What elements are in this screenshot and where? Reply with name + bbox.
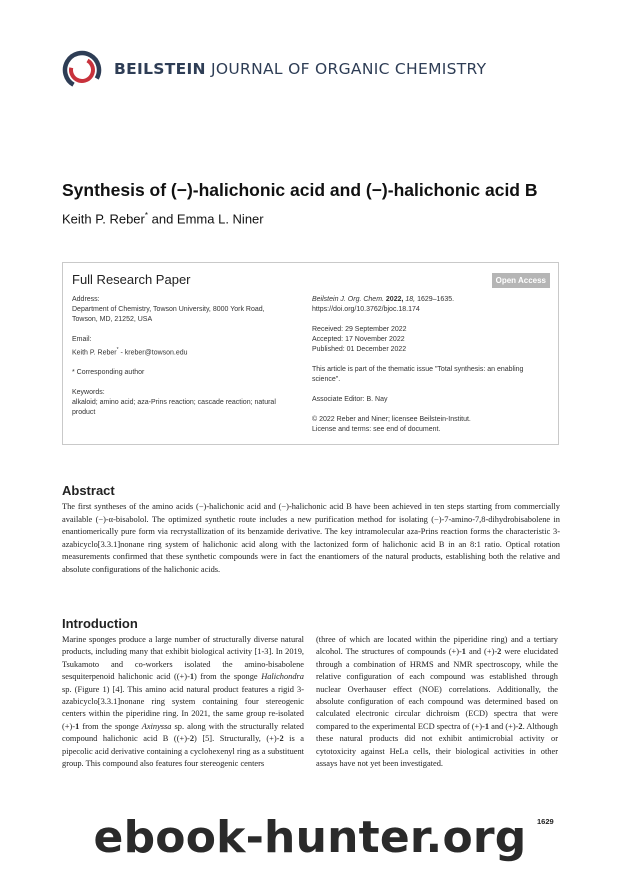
address-line1: Department of Chemistry, Towson University, 8000 York Road, — [72, 306, 265, 313]
keywords-label: Keywords: — [72, 389, 105, 397]
watermark: ebook-hunter.org — [93, 812, 527, 863]
journal-name-bold: BEILSTEIN — [114, 60, 206, 78]
email-name: Keith P. Reber — [72, 349, 117, 357]
paper-type: Full Research Paper — [72, 272, 191, 287]
introduction-left-column: Marine sponges produce a large number of structurally diverse natural products, including many that exhibit biological activity [1-3]. In 2019, Tsukamoto and co-workers isolated the amino-bisabolene sesquiterpenoid halichonic acid ((+)-1) from the sponge Halichondra sp. (Figure 1) [4]. This amino acid natural product features a rigid 3-azabicyclo[3.3.1]nonane ring system containing four stereogenic centers within the piperidine ring. In 2021, the same group re-isolated (+)-1 from the sponge Axinyssa sp. along with the structurally related compound halichonic acid B ((+)-2) [5]. Structurally, (+)-2 is a pipecolic acid derivative containing a cyclohexenyl ring as a substituent group. This compound also features four stereogenic centers — [62, 635, 305, 769]
author-niner: and Emma L. Niner — [148, 211, 264, 227]
abstract-text: The first syntheses of the amino acids (−)-halichonic acid and (−)-halichonic acid B have been achieved in ten steps starting from commercially available (−)-α-bisabolol. The optimized synthetic route includes a new purification method for isolating (−)-7-amino-7,8-dihydrobisabolene in enantiomerically pure form via recrystallization of its benzamide derivative. The key intramolecular aza-Prins reaction forms the characteristic 3-azabicyclo[3.3.1]nonane ring system of halichonic acid along with the lactonized form of halichonic acid B in an 8:1 ratio. Optical rotation measurements confirmed that these synthetic compounds were in fact the enantiomers of the natural products, establishing both the relative and absolute configurations of the halichonic acids. — [62, 502, 560, 574]
corresponding-note: * Corresponding author — [72, 369, 145, 377]
doi-link[interactable]: https://doi.org/10.3762/bjoc.18.174 — [312, 306, 420, 313]
introduction-heading: Introduction — [62, 616, 138, 631]
received-date: Received: 29 September 2022 — [312, 326, 407, 333]
email-link[interactable]: - kreber@towson.edu — [118, 349, 188, 357]
corresponding-mark: * — [144, 211, 148, 220]
journal-header — [62, 50, 487, 92]
associate-editor: Associate Editor: B. Nay — [312, 396, 388, 403]
keywords: alkaloid; amino acid; aza-Prins reaction; cascade reaction; natural product — [72, 399, 276, 417]
citation-journal: Beilstein J. Org. Chem. — [312, 296, 384, 303]
citation-year: 2022, — [383, 296, 404, 303]
article-title: Synthesis of (−)-halichonic acid and (−)-halichonic acid B — [62, 180, 538, 200]
journal-name-rest: JOURNAL OF ORGANIC CHEMISTRY — [205, 60, 487, 78]
abstract-heading: Abstract — [62, 483, 115, 498]
citation-pages: 1629–1635. — [415, 296, 455, 303]
article-info-box — [62, 262, 559, 445]
article-authors — [62, 211, 264, 226]
page-number: 1629 — [537, 817, 554, 826]
introduction-right-column: (three of which are located within the piperidine ring) and a tertiary alcohol. The structures of compounds (+)-1 and (+)-2 were elucidated through a combination of HRMS and NMR spectroscopy, while the relative configuration of each compound was established through nuclear Overhauser effect (NOE) correlations. Additionally, the absolute configuration of each compound was determined based on calculated electronic circular dichroism (ECD) spectra that were compared to the experimental ECD spectra of (+)-1 and (+)-2. Although these natural products did not exhibit antimicrobial activity or cytotoxicity against HeLa cells, their biological activities in other assays have not yet been investigated. — [316, 635, 559, 769]
citation-volume: 18, — [403, 296, 416, 303]
email-label: Email: — [72, 336, 92, 343]
journal-name — [114, 60, 486, 78]
open-access-badge: Open Access — [492, 273, 550, 288]
beilstein-logo-icon — [62, 50, 102, 90]
thematic-issue[interactable]: This article is part of the thematic issue "Total synthesis: an enabling science". — [312, 366, 524, 383]
email-mark: * — [116, 347, 119, 353]
info-right-column — [312, 295, 552, 445]
license-note[interactable]: License and terms: see end of document. — [312, 426, 441, 433]
copyright: © 2022 Reber and Niner; licensee Beilstein-Institut. — [312, 416, 471, 423]
address-label: Address: — [72, 296, 100, 303]
published-date: Published: 01 December 2022 — [312, 346, 407, 353]
info-left-column — [72, 295, 297, 428]
author-reber[interactable]: Keith P. Reber — [62, 211, 145, 227]
address-line2: Towson, MD, 21252, USA — [72, 316, 153, 323]
accepted-date: Accepted: 17 November 2022 — [312, 336, 405, 343]
